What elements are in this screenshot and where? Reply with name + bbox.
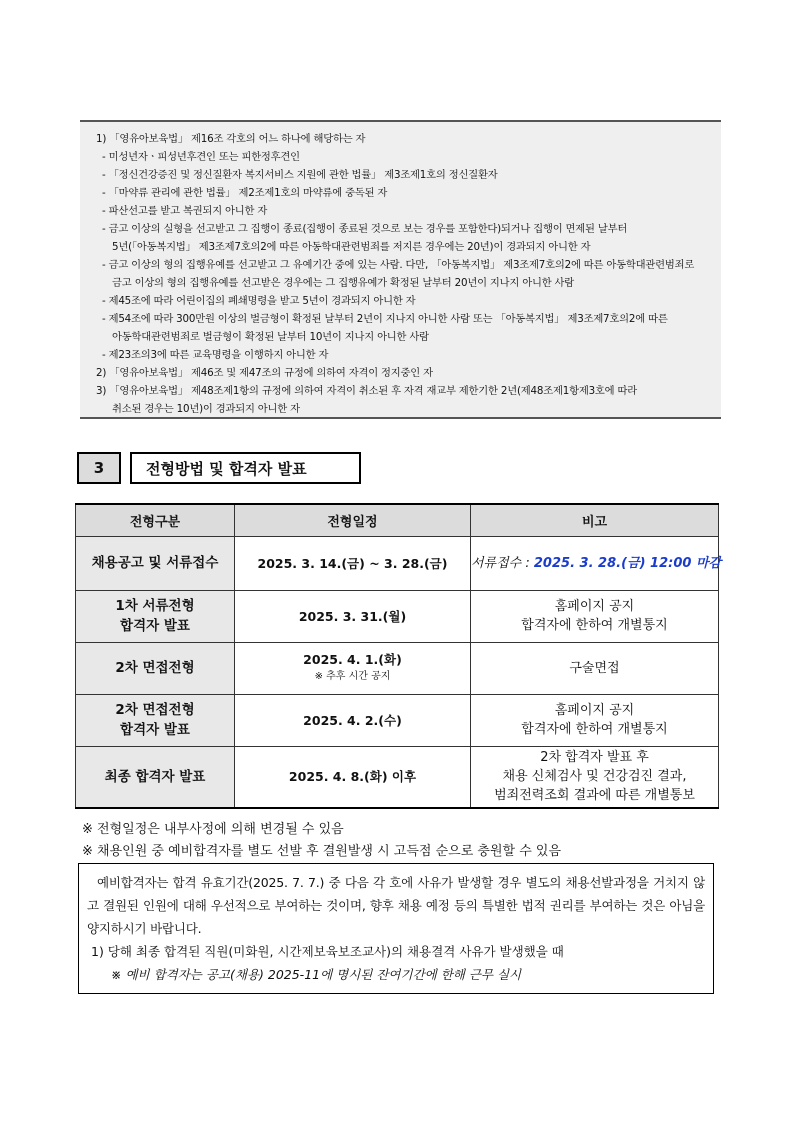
disqualification-box: [80, 120, 721, 419]
date-text: 2025. 3. 14.(금) ~ 3. 28.(금): [257, 555, 448, 571]
reserve-note: ※ 예비 합격자는 공고(채용) 2025-11에 명시된 잔여기간에 한해 근무 실시: [111, 967, 522, 982]
row-note: [471, 590, 719, 642]
disqualification-line: 3) 「영유아보육법」 제48조제1항의 규정에 의하여 자격이 취소된 후 자격 재교부 제한기한 2년(제48조제1항제3호에 따라: [96, 385, 637, 397]
disqualification-line: 2) 「영유아보육법」 제46조 및 제47조의 규정에 의하여 자격이 정지중인 자: [96, 367, 433, 379]
schedule-row: [76, 746, 719, 808]
schedule-row: [76, 642, 719, 694]
row-category: [76, 746, 235, 808]
disqualification-line: 취소된 경우는 10년)이 경과되지 아니한 자: [112, 403, 300, 415]
disqualification-line: - 미성년자ㆍ피성년후견인 또는 피한정후견인: [102, 151, 300, 163]
row-category: [76, 536, 235, 590]
note-line: 2차 합격자 발표 후: [540, 750, 649, 766]
header-note: 비고: [471, 504, 719, 536]
date-text: 2025. 4. 1.(화): [303, 652, 402, 667]
schedule-remark: ※ 전형일정은 내부사정에 의해 변경될 수 있음: [82, 822, 344, 837]
row-category: [76, 590, 235, 642]
note-deadline: [471, 554, 722, 573]
schedule-table: [75, 503, 722, 809]
row-date: [235, 746, 471, 808]
header-date: 전형일정: [235, 504, 471, 536]
schedule-row: [76, 536, 719, 590]
note-line: 구술면접: [569, 660, 620, 676]
note-highlight: 2025. 3. 28.(금) 12:00 마감: [533, 555, 722, 571]
disqualification-line: - 제54조에 따라 300만원 이상의 벌금형이 확정된 날부터 2년이 지나지 아니한 사람 또는 「아동복지법」 제3조제7호의2에 따른: [102, 313, 668, 325]
category-line: 2차 면접전형: [115, 702, 195, 718]
row-note: [471, 746, 719, 808]
row-note: [471, 642, 719, 694]
disqualification-line: 아동학대관련범죄로 벌금형이 확정된 날부터 10년이 지나지 아니한 사람: [112, 331, 429, 343]
disqualification-line: 금고 이상의 형의 집행유예를 선고받은 경우에는 그 집행유예가 확정된 날부터 20년이 지나지 아니한 사람: [112, 277, 575, 289]
row-date: [235, 590, 471, 642]
row-date: [235, 642, 471, 694]
reserve-item: 1) 당해 최종 합격된 직원(미화원, 시간제보육보조교사)의 채용결격 사유가 발생했을 때: [91, 944, 564, 959]
date-text: 2025. 4. 8.(화) 이후: [288, 769, 417, 785]
schedule-row: [76, 590, 719, 642]
category-line: 합격자 발표: [120, 618, 190, 634]
row-date: [235, 536, 471, 590]
disqualification-line: - 「마약류 관리에 관한 법률」 제2조제1호의 마약류에 중독된 자: [102, 187, 388, 199]
note-line: 채용 신체검사 및 건강검진 결과,: [502, 769, 687, 785]
disqualification-line: - 제45조에 따라 어린이집의 폐쇄명령을 받고 5년이 경과되지 아니한 자: [102, 295, 416, 307]
disqualification-line: - 금고 이상의 형의 집행유예를 선고받고 그 유예기간 중에 있는 사람. 다만, 「아동복지법」 제3조제7호의2에 따른 아동학대관련범죄로: [102, 259, 695, 271]
note-line: 홈페이지 공지: [554, 599, 635, 614]
category-line: 채용공고 및 서류접수: [91, 555, 219, 571]
header-category: 전형구분: [76, 504, 235, 536]
section-title: 전형방법 및 합격자 발표: [130, 452, 361, 484]
section-number: 3: [77, 452, 121, 484]
disqualification-line: - 「정신건강증진 및 정신질환자 복지서비스 지원에 관한 법률」 제3조제1호의 정신질환자: [102, 169, 498, 181]
category-line: 최종 합격자 발표: [104, 768, 206, 785]
row-category: [76, 642, 235, 694]
row-note: [471, 536, 722, 590]
disqualification-line: 1) 「영유아보육법」 제16조 각호의 어느 하나에 해당하는 자: [96, 133, 366, 145]
disqualification-line: 5년(「아동복지법」 제3조제7호의2에 따른 아동학대관련범죄를 저지른 경우에는 20년)이 경과되지 아니한 자: [112, 241, 591, 253]
reserve-paragraph: 예비합격자는 합격 유효기간(2025. 7. 7.) 중 다음 각 호에 사유가 발생할 경우 별도의 채용선발과정을 거치지 않고 결원된 인원에 대해 우선적으로 부여하는 것이며, 향후 채용 예정 등의 특별한 법적 권리를 부여하는 것은 아님을 양지하시기 바랍니다.: [87, 875, 705, 936]
disqualification-line: - 제23조의3에 따른 교육명령을 이행하지 아니한 자: [102, 349, 329, 361]
note-line: 범죄전력조회 결과에 따른 개별통보: [494, 788, 695, 804]
date-note: ※ 추후 시간 공지: [314, 671, 391, 682]
row-note: [471, 694, 719, 746]
row-category: [76, 694, 235, 746]
note-line: 합격자에 한하여 개별통지: [521, 722, 668, 737]
schedule-row: [76, 694, 719, 746]
category-line: 2차 면접전형: [115, 660, 195, 676]
schedule-header-row: [76, 504, 719, 536]
category-line: 합격자 발표: [120, 722, 190, 738]
note-line: 홈페이지 공지: [554, 703, 635, 718]
note-line: 합격자에 한하여 개별통지: [521, 618, 668, 633]
disqualification-line: - 파산선고를 받고 복권되지 아니한 자: [102, 205, 268, 217]
category-line: 1차 서류전형: [115, 598, 195, 614]
date-text: 2025. 3. 31.(월): [298, 608, 407, 624]
disqualification-line: - 금고 이상의 실형을 선고받고 그 집행이 종료(집행이 종료된 것으로 보는 경우를 포함한다)되거나 집행이 면제된 날부터: [102, 223, 628, 235]
reserve-notice-box: [78, 863, 714, 994]
reserve-remark: ※ 채용인원 중 예비합격자를 별도 선발 후 결원발생 시 고득점 순으로 충원할 수 있음: [82, 844, 562, 859]
date-text: 2025. 4. 2.(수): [303, 712, 402, 728]
note-prefix: 서류접수 :: [471, 555, 534, 571]
row-date: [235, 694, 471, 746]
